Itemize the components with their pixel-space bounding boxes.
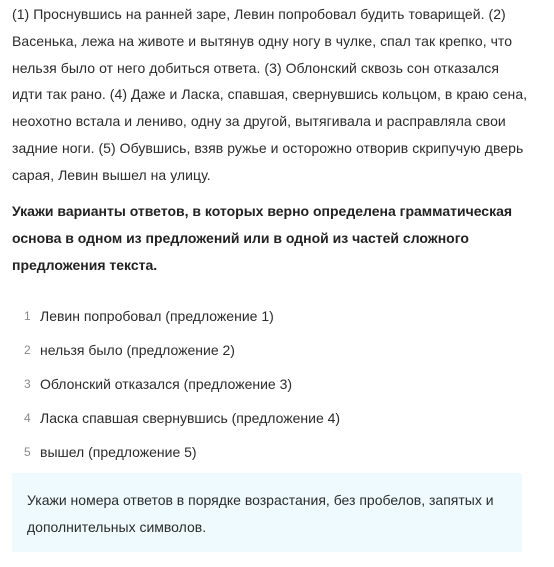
answer-option-3[interactable]: [12, 367, 532, 401]
answer-option-1[interactable]: [12, 299, 532, 333]
answer-option-5[interactable]: [12, 435, 532, 469]
answer-option-2[interactable]: [12, 333, 532, 367]
option-label: вышел (предложение 5): [40, 443, 197, 460]
option-label: Левин попробовал (предложение 1): [40, 307, 274, 324]
option-number: 2: [24, 342, 31, 357]
passage-text: (1) Проснувшись на ранней заре, Левин попробовал будить товарищей. (2) Васенька, лежа на животе и вытянув одну ногу в чулке, спал так крепко, что нельзя было от него добиться ответа. (3) Облонский сквозь сон отказался идти так рано. (4) Даже и Ласка, спавшая, свернувшись кольцом, в краю сена, неохотно встала и лениво, одну за другой, вытягивала и расправляла свои задние ноги. (5) Обувшись, взяв ружье и осторожно отворив скрипучую дверь сарая, Левин вышел на улицу.: [12, 6, 528, 183]
question-text: Укажи варианты ответов, в которых верно определена грамматическая основа в одном из предложений или в одной из частей сложного предложения текста.: [12, 202, 513, 273]
option-label: Облонский отказался (предложение 3): [40, 375, 293, 392]
task-content: [12, 0, 532, 469]
answer-instruction-box: [12, 473, 522, 552]
option-label: Ласка спавшая свернувшись (предложение 4): [40, 409, 341, 426]
option-number: 1: [24, 308, 31, 323]
option-number: 4: [24, 410, 31, 425]
instruction-text: Укажи номера ответов в порядке возрастания, без пробелов, запятых и дополнительных символов.: [27, 492, 494, 535]
answer-option-4[interactable]: [12, 401, 532, 435]
option-label: нельзя было (предложение 2): [40, 341, 235, 358]
answer-options-list: [12, 299, 532, 469]
option-number: 3: [24, 376, 31, 391]
option-number: 5: [24, 444, 31, 459]
